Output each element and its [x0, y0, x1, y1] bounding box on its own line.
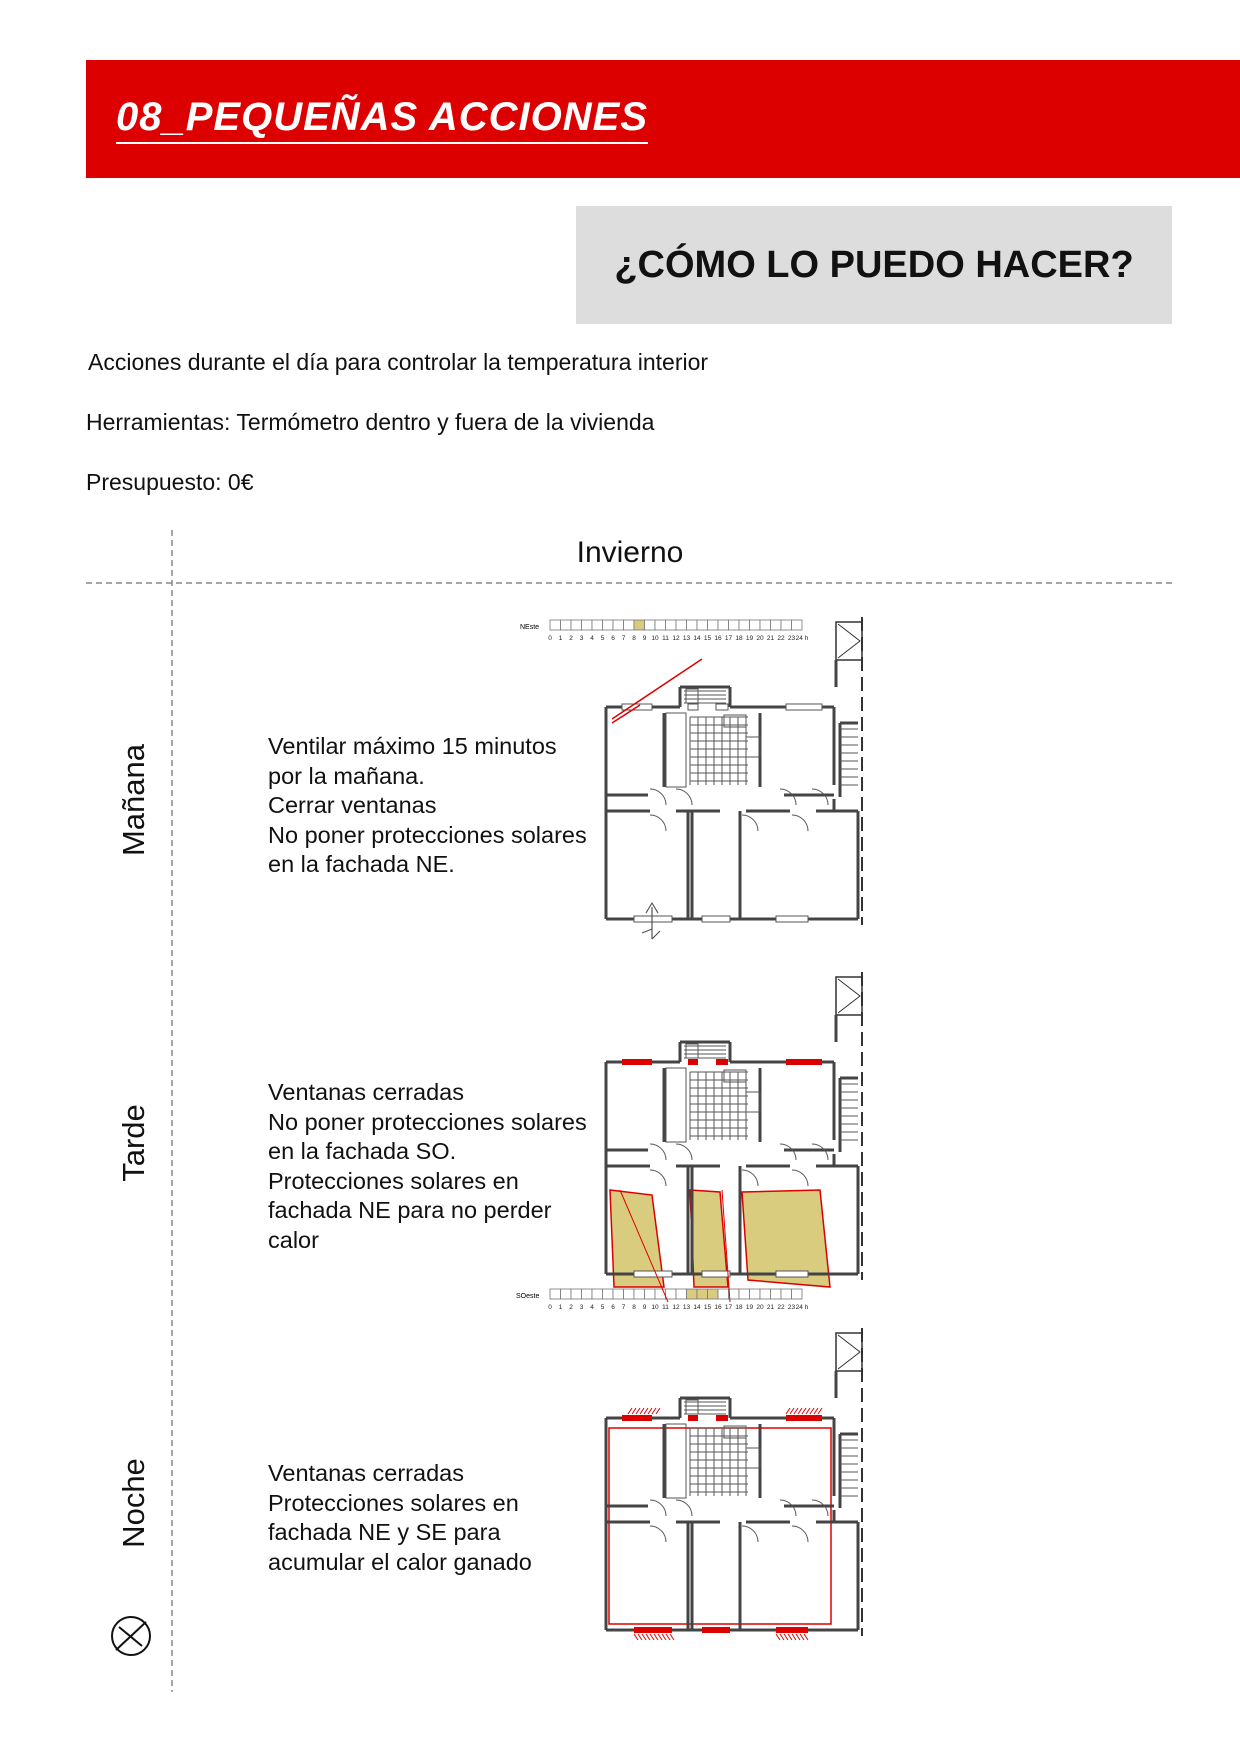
door-swing [650, 1526, 666, 1542]
action-text-noche: Ventanas cerradas Protecciones solares en fachada NE y SE para acumular el calor ganado [268, 1460, 532, 1575]
hour-tick-label: 19 [745, 635, 754, 642]
shutter-hatch [656, 1408, 660, 1414]
shutter-hatch [788, 1634, 792, 1640]
shutter-hatch [652, 1408, 656, 1414]
hour-tick-label: 15 [703, 635, 712, 642]
hour-tick-label: 23 [787, 635, 796, 642]
hour-tick-label: 16 [714, 1304, 722, 1311]
shutter-hatch [628, 1408, 632, 1414]
hour-tick-label: 5 [600, 635, 605, 642]
hour-tick-label: 6 [611, 1304, 615, 1311]
shutter-hatch [636, 1408, 640, 1414]
solar-protection [702, 1627, 730, 1633]
tools-text: Herramientas: Termómetro dentro y fuera de la vivienda [86, 409, 655, 435]
howto-heading: ¿CÓMO LO PUEDO HACER? [614, 243, 1134, 286]
solar-protection [622, 1415, 652, 1421]
shaft [836, 1333, 862, 1371]
shutter-hatch [800, 1634, 804, 1640]
shutter-hatch [776, 1634, 780, 1640]
hour-tick-label: 14 [693, 635, 701, 642]
budget-text: Presupuesto: 0€ [86, 469, 254, 495]
orientation-label: NEste [520, 624, 540, 631]
hour-tick-label: 24 h [795, 635, 809, 642]
shutter-hatch [658, 1634, 662, 1640]
door-swing [742, 1526, 758, 1542]
shutter-hatch [632, 1408, 636, 1414]
hour-tick-label: 11 [662, 1304, 669, 1311]
shutter-hatch [798, 1408, 802, 1414]
hour-tick-label: 18 [735, 635, 743, 642]
hour-tick-label: 3 [579, 635, 584, 642]
hour-tick-label: 10 [651, 635, 659, 642]
shutter-hatch [670, 1634, 674, 1640]
hour-tick-label: 13 [682, 1304, 691, 1311]
door-swing [780, 1500, 796, 1516]
shaft-mark [838, 1335, 860, 1369]
fixture [666, 1424, 686, 1498]
shutter-hatch [784, 1634, 788, 1640]
hour-tick-label: 2 [569, 635, 573, 642]
shutter-hatch [662, 1634, 666, 1640]
door-swing [650, 1500, 666, 1516]
shutter-hatch [818, 1408, 822, 1414]
hour-tick-label: 15 [703, 1304, 712, 1311]
door-swing [792, 1526, 808, 1542]
shutter-hatch [646, 1634, 650, 1640]
intro-text: Acciones durante el día para controlar la temperatura interior [88, 349, 709, 375]
hour-tick-label: 8 [632, 1304, 636, 1311]
hour-tick-label: 2 [569, 1304, 573, 1311]
hour-tick-label: 9 [642, 1304, 647, 1311]
hour-tick-label: 4 [590, 1304, 594, 1311]
stove [746, 1448, 760, 1468]
hour-tick-label: 3 [579, 1304, 584, 1311]
period-label-tarde: Tarde [116, 1104, 151, 1182]
warm-zone-outline [609, 1428, 831, 1624]
door-swing [812, 1500, 828, 1516]
hour-tick-label: 22 [777, 635, 785, 642]
period-label-manana: Mañana [116, 743, 151, 857]
orientation-label: SOeste [516, 1293, 540, 1300]
hour-tick-label: 7 [621, 1304, 626, 1311]
shutter-hatch [654, 1634, 658, 1640]
hour-tick-label: 9 [642, 635, 647, 642]
hour-tick-label: 24 h [795, 1304, 809, 1311]
hour-tick-label: 0 [548, 1304, 552, 1311]
hour-tick-label: 11 [662, 635, 669, 642]
solar-protection [716, 1415, 728, 1421]
hour-tick-label: 20 [756, 1304, 764, 1311]
season-heading: Invierno [576, 536, 684, 569]
hour-tick-label: 6 [611, 635, 615, 642]
hour-tick-label: 14 [693, 1304, 701, 1311]
hour-tick-label: 19 [745, 1304, 754, 1311]
hour-tick-label: 4 [590, 635, 594, 642]
period-label-noche: Noche [116, 1458, 151, 1548]
hour-tick-label: 1 [558, 1304, 563, 1311]
shutter-hatch [794, 1408, 798, 1414]
shutter-hatch [790, 1408, 794, 1414]
shutter-hatch [648, 1408, 652, 1414]
door-swing [676, 1500, 692, 1516]
shutter-hatch [640, 1408, 644, 1414]
hour-tick-label: 21 [766, 1304, 775, 1311]
shutter-hatch [634, 1634, 638, 1640]
hour-tick-label: 18 [735, 1304, 743, 1311]
action-text-manana: Ventilar máximo 15 minutos por la mañana. Cerrar ventanas No poner protecciones solares en la fachada NE. [268, 733, 587, 877]
shutter-hatch [638, 1634, 642, 1640]
hour-tick-label: 16 [714, 635, 722, 642]
hour-tick-label: 17 [724, 1304, 733, 1311]
solar-protection [688, 1415, 698, 1421]
shutter-hatch [642, 1634, 646, 1640]
shutter-hatch [780, 1634, 784, 1640]
shutter-hatch [806, 1408, 810, 1414]
hour-tick-label: 12 [672, 635, 680, 642]
shutter-hatch [796, 1634, 800, 1640]
hour-tick-label: 7 [621, 635, 626, 642]
hour-tick-label: 13 [682, 635, 691, 642]
action-text-tarde: Ventanas cerradas No poner protecciones solares en la fachada SO. Protecciones solares en fachada NE para no perder calor [268, 1079, 587, 1253]
hour-tick-label: 8 [632, 635, 636, 642]
hour-tick-label: 12 [672, 1304, 680, 1311]
solar-protection [634, 1627, 672, 1633]
hour-tick-label: 5 [600, 1304, 605, 1311]
hour-tick-label: 0 [548, 635, 552, 642]
hour-tick-label: 20 [756, 635, 764, 642]
shutter-hatch [644, 1408, 648, 1414]
section-title: 08_PEQUEÑAS ACCIONES [116, 96, 648, 144]
hour-tick-label: 22 [777, 1304, 785, 1311]
shutter-hatch [650, 1634, 654, 1640]
solar-protection [776, 1627, 808, 1633]
hour-tick-label: 10 [651, 1304, 659, 1311]
shutter-hatch [802, 1408, 806, 1414]
shutter-hatch [810, 1408, 814, 1414]
hour-tick-label: 21 [766, 635, 775, 642]
shutter-hatch [792, 1634, 796, 1640]
shutter-hatch [666, 1634, 670, 1640]
hour-tick-label: 1 [558, 635, 563, 642]
hour-tick-label: 23 [787, 1304, 796, 1311]
hour-tick-label: 17 [724, 635, 733, 642]
shutter-hatch [804, 1634, 808, 1640]
solar-protection [786, 1415, 822, 1421]
shutter-hatch [786, 1408, 790, 1414]
shutter-hatch [814, 1408, 818, 1414]
